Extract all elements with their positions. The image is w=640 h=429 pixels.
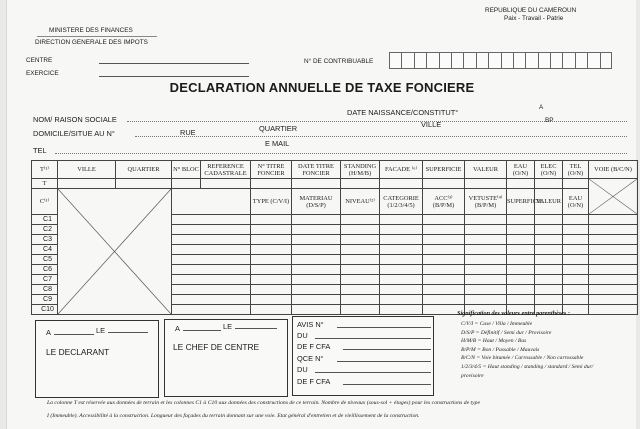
col-niveau-header: NIVEAU⁽²⁾ (341, 189, 380, 215)
col-reference-header: REFERENCE CADASTRALE (201, 161, 251, 179)
row-label: C3 (32, 235, 58, 245)
cell[interactable] (116, 179, 172, 189)
republic-label: REPUBLIQUE DU CAMEROUN (485, 7, 577, 14)
row-label: C2 (32, 225, 58, 235)
declarant-box[interactable] (35, 320, 159, 398)
bp-label: BP (545, 117, 554, 124)
blank-header (172, 189, 251, 215)
row-label: C9 (32, 295, 58, 305)
cell[interactable] (172, 179, 201, 189)
avis-qce-box[interactable] (292, 316, 434, 396)
col-tel-header: TEL (O/N) (563, 161, 589, 179)
row-label: C8 (32, 285, 58, 295)
qce-du-label: DU (297, 365, 308, 374)
legend-list (461, 320, 593, 380)
row-t-label: T (32, 179, 58, 189)
terrain-row (32, 179, 638, 189)
construction-header-row (32, 189, 638, 215)
cell[interactable] (380, 179, 423, 189)
chef-a-label: A (175, 324, 180, 333)
cell[interactable] (251, 179, 292, 189)
legend-item: provisoire (461, 372, 484, 379)
avis-label: AVIS N° (297, 320, 324, 329)
footnote-line-2: I (Immeuble). Accessibilité à la construction. Longueur des façades du terrain donnant sur une voie. Etat général d'entretien et de vieillissement de la construction. (47, 413, 420, 419)
row-label: C5 (32, 255, 58, 265)
cell[interactable] (58, 179, 116, 189)
cell[interactable] (563, 179, 589, 189)
legend-item: H/M/B = Haut / Moyen / Bas (461, 338, 527, 345)
tel-label: TEL (33, 146, 47, 155)
footnote-line-1: La colonne T est réservée aux données de terrain et les colonnes C1 à C10 aux données des constructions de ce terrain. Nombre de niveaux (sous-sol + étages) pour les constructions de type (47, 400, 481, 406)
a-label: A (539, 104, 544, 111)
cell[interactable] (507, 179, 535, 189)
legend-item: B/C/N = Voie bitumée / Carrossable / Non carrossable (461, 355, 584, 362)
ville-label: VILLE (421, 120, 442, 129)
col-standing-header: STANDING (H/M/B) (341, 161, 380, 179)
domicile-field[interactable] (135, 136, 627, 137)
col-type-header: TYPE (C/V/I) (251, 189, 292, 215)
col-t-header: T⁽¹⁾ (32, 161, 58, 179)
col-c-header: C⁽¹⁾ (32, 189, 58, 215)
legend-item: C/V/I = Case / Villa / Immeuble (461, 321, 533, 327)
cell[interactable] (535, 179, 563, 189)
col-titre-header: N° TITRE FONCIER (251, 161, 292, 179)
form-title: DECLARATION ANNUELLE DE TAXE FONCIERE (169, 80, 475, 95)
col-facade-header: FACADE ⁽⁶⁾ (380, 161, 423, 179)
terrain-header-row (32, 161, 638, 179)
declarant-le-label: LE (96, 326, 106, 335)
cell[interactable] (201, 179, 251, 189)
col-quartier-header: QUARTIER (116, 161, 172, 179)
qce-cfa-label: DE F CFA (297, 377, 331, 386)
ministry-label: MINISTERE DES FINANCES (49, 27, 133, 34)
date-naissance-label: DATE NAISSANCE/CONSTITUT° (347, 108, 459, 117)
tel-email-field[interactable] (55, 153, 627, 154)
cell[interactable] (423, 179, 465, 189)
exercice-field[interactable] (99, 76, 249, 77)
col-voie-header: VOIE (B/C/N) (589, 161, 638, 179)
col-superficie2-header: SUPERFICIE (507, 189, 535, 215)
row-label: C10 (32, 305, 58, 315)
col-superficie-header: SUPERFICIE (423, 161, 465, 179)
col-elec-header: ELEC (O/N) (535, 161, 563, 179)
chef-centre-box[interactable] (164, 319, 288, 397)
declarant-a-label: A (46, 328, 51, 337)
col-categorie-header: CATEGORIE (1/2/3/4/5) (380, 189, 423, 215)
legend-item: 1/2/3/4/5 = Haut standing / standing / standard / Semi dur/ (461, 363, 594, 370)
legend-title: Signification des valeurs entre parenthèses : (457, 310, 570, 317)
domicile-label: DOMICILE/SITUE AU N° (33, 129, 115, 138)
col-vetuste-header: VETUSTE⁽⁴⁾ (B/P/M) (465, 189, 507, 215)
contribuable-label: N° DE CONTRIBUABLE (304, 58, 374, 65)
rue-label: RUE (180, 128, 196, 137)
crossed-block (58, 189, 172, 315)
row-label: C1 (32, 215, 58, 225)
col-eau2-header: EAU (O/N) (563, 189, 589, 215)
email-label: E MAIL (265, 139, 290, 148)
cell[interactable] (292, 179, 341, 189)
qce-label: QCE N° (297, 354, 324, 363)
contribuable-boxes[interactable] (389, 52, 612, 69)
avis-cfa-label: DE F CFA (297, 342, 331, 351)
col-date-titre-header: DATE TITRE FONCIER (292, 161, 341, 179)
motto-label: Paix - Travail - Patrie (504, 15, 564, 22)
quartier-label: QUARTIER (259, 124, 298, 133)
col-bloc-header: N° BLOC (172, 161, 201, 179)
direction-label: DIRECTION GENERALE DES IMPOTS (35, 39, 148, 46)
col-materiau-header: MATERIAU (D/S/P) (292, 189, 341, 215)
row-label: C7 (32, 275, 58, 285)
cell[interactable] (341, 179, 380, 189)
chef-centre-label: LE CHEF DE CENTRE (173, 342, 260, 352)
row-label: C4 (32, 245, 58, 255)
col-ville-header: VILLE (58, 161, 116, 179)
col-eau-header: EAU (O/N) (507, 161, 535, 179)
row-label: C6 (32, 265, 58, 275)
identity-nom: NOM/ RAISON SOCIALE (33, 115, 117, 124)
cell[interactable] (465, 179, 507, 189)
col-valeur2-header: VALEUR (535, 189, 563, 215)
chef-le-label: LE (223, 322, 233, 331)
exercice-label: EXERCICE (26, 70, 59, 77)
legend-item: D/S/P = Définitif / Semi dur / Provisoire (461, 329, 552, 336)
declarant-label: LE DECLARANT (46, 347, 110, 357)
centre-field[interactable] (99, 63, 249, 64)
centre-label: CENTRE (26, 57, 53, 64)
crossed-cell (589, 179, 638, 215)
avis-du-label: DU (297, 331, 308, 340)
legend-item: B/P/M = Bon / Passable / Mauvais (461, 346, 540, 353)
col-valeur-header: VALEUR (465, 161, 507, 179)
col-acc-header: ACC⁽³⁾ (B/P/M) (423, 189, 465, 215)
tax-form-sheet (6, 0, 636, 429)
property-table (31, 160, 638, 315)
